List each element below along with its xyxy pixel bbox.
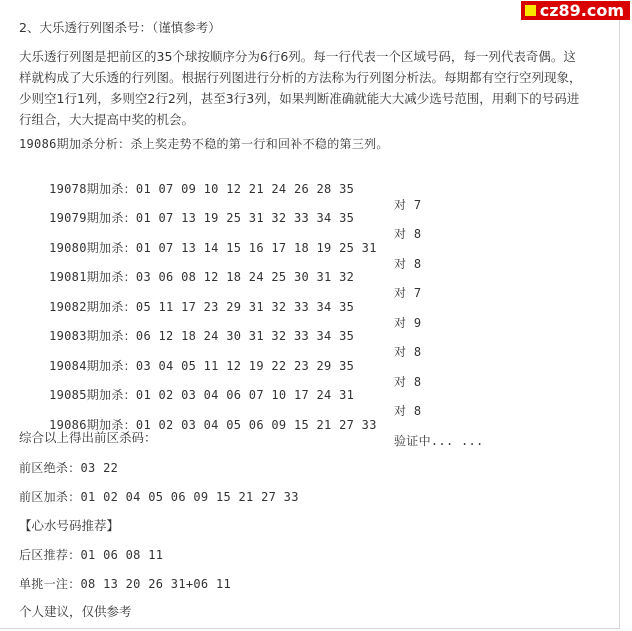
kill-row-numbers: 19080期加杀：01 07 13 14 15 16 17 18 19 25 31	[49, 241, 377, 255]
kill-row-result: 对 8	[394, 345, 422, 359]
front-extra-kill: 前区加杀：01 02 04 05 06 09 15 21 27 33	[19, 490, 299, 504]
kill-row-numbers: 19078期加杀：01 07 09 10 12 21 24 26 28 35	[49, 182, 355, 196]
kill-row-result: 对 7	[394, 198, 422, 212]
summary-heading: 综合以上得出前区杀码：	[19, 430, 157, 445]
kill-row-numbers: 19083期加杀：06 12 18 24 30 31 32 33 34 35	[49, 329, 355, 343]
disclaimer: 个人建议，仅供参考	[19, 604, 132, 619]
site-watermark	[521, 1, 630, 20]
single-pick: 单挑一注：08 13 20 26 31+06 11	[19, 577, 231, 591]
kill-row-numbers: 19086期加杀：01 02 03 04 05 06 09 15 21 27 33	[49, 418, 377, 432]
intro-line-2: 样就构成了大乐透的行列图。根据行列图进行分析的方法称为行列图分析法。每期都有空行空列现象，	[19, 70, 582, 85]
watermark-text: cz89.com	[539, 1, 624, 20]
kill-row-result: 验证中... ...	[394, 434, 484, 448]
kill-row-numbers: 19082期加杀：05 11 17 23 29 31 32 33 34 35	[49, 300, 355, 314]
section-title: 2、大乐透行列图杀号：（谨慎参考）	[19, 20, 221, 35]
kill-row-numbers: 19085期加杀：01 02 03 04 06 07 10 17 24 31	[49, 388, 355, 402]
intro-line-4: 行组合，大大提高中奖的机会。	[19, 112, 195, 127]
watermark-logo-icon	[525, 5, 536, 16]
intro-line-1: 大乐透行列图是把前区的35个球按顺序分为6行6列。每一行代表一个区域号码，每一列代表奇偶。这	[19, 49, 576, 64]
kill-row-numbers: 19081期加杀：03 06 08 12 18 24 25 30 31 32	[49, 270, 355, 284]
kill-row-numbers: 19084期加杀：03 04 05 11 12 19 22 23 29 35	[49, 359, 355, 373]
back-recommend: 后区推荐：01 06 08 11	[19, 548, 164, 562]
kill-row-numbers: 19079期加杀：01 07 13 19 25 31 32 33 34 35	[49, 211, 355, 225]
kill-row-result: 对 7	[394, 286, 422, 300]
recommend-heading: 【心水号码推荐】	[19, 518, 120, 533]
kill-row-result: 对 8	[394, 375, 422, 389]
kill-row-result: 对 8	[394, 257, 422, 271]
front-absolute-kill: 前区绝杀：03 22	[19, 461, 119, 475]
kill-row-result: 对 8	[394, 227, 422, 241]
kill-row-result: 对 9	[394, 316, 422, 330]
analysis-text: 19086期加杀分析：杀上奖走势不稳的第一行和回补不稳的第三列。	[19, 137, 389, 151]
kill-row-result: 对 8	[394, 404, 422, 418]
intro-line-3: 少则空1行1列，多则空2行2列，甚至3行3列，如果判断准确就能大大减少选号范围，用剩下的号码进	[19, 91, 580, 106]
